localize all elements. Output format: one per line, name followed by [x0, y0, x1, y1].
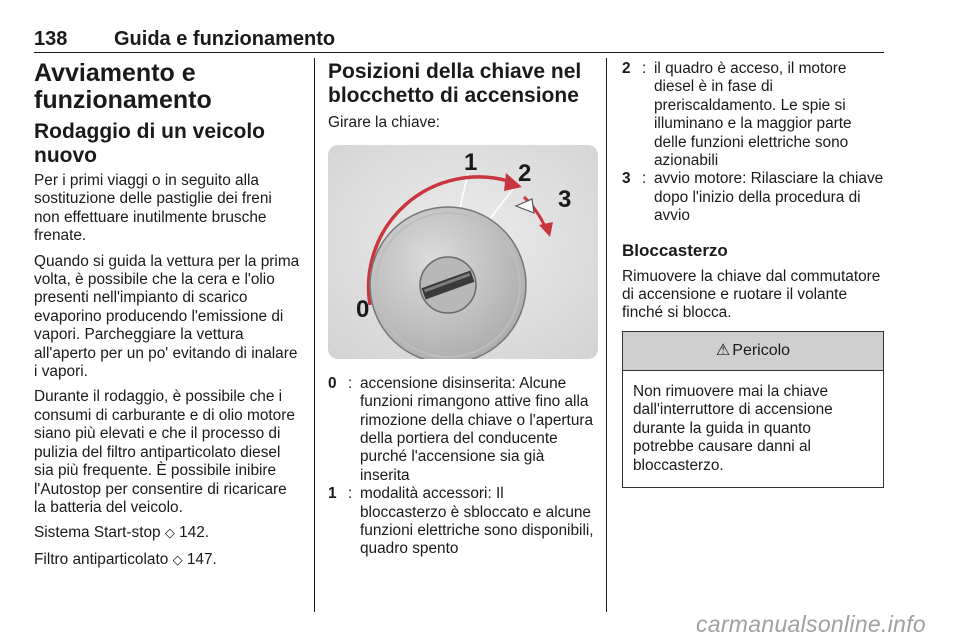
definition-item: 2 : il quadro è acceso, il motore diesel è in fase di preriscaldamento. Le spie si illuminano e la maggior parte delle funzioni elettriche sono azionabili [622, 60, 884, 170]
column-divider [314, 58, 315, 612]
position-label-0: 0 [356, 296, 370, 324]
middle-column [328, 60, 594, 559]
subsection-title: Posizioni della chiave nel blocchetto di accensione [328, 60, 582, 107]
left-column [34, 60, 300, 577]
ignition-key-figure [328, 145, 598, 359]
definition-key: 0 [328, 374, 337, 392]
danger-header [623, 332, 883, 371]
definition-key: 1 [328, 485, 337, 503]
position-label-3: 3 [558, 186, 572, 214]
page-header [34, 28, 884, 53]
reference-page: 147. [186, 550, 217, 568]
chapter-title: Avviamento e funzionamento [34, 59, 212, 114]
page-ref-icon: ◇ [164, 526, 175, 542]
danger-notice [622, 331, 884, 488]
definition-key: 2 [622, 60, 631, 77]
danger-text: Non rimuovere mai la chiave dall'interruttore di accensione durante la guida in quanto potrebbe causare danni al bloccasterzo. [633, 382, 833, 474]
paragraph: Rimuovere la chiave dal commutatore di accensione e ruotare il volante finché si blocca. [622, 267, 881, 322]
right-column [622, 60, 884, 488]
definition-item: 3 : avvio motore: Rilasciare la chiave dopo l'inizio della procedura di avvio [622, 170, 884, 225]
subsection-heading: Bloccasterzo [622, 240, 728, 260]
watermark: carmanualsonline.info [695, 611, 926, 637]
position-label-2: 2 [518, 160, 532, 188]
definition-item: 1 : modalità accessori: Il bloccasterzo è sbloccato e alcune funzioni elettriche sono disponibili, quadro spento [328, 485, 594, 558]
column-divider [606, 58, 607, 612]
definition-text: avvio motore: Rilasciare la chiave dopo l'inizio della procedura di avvio [654, 170, 884, 225]
definition-item: 0 : accensione disinserita: Alcune funzioni rimangono attive fino alla rimozione della chiave o l'apertura della portiera del conducente purché l'accensione sia già inserita [328, 374, 594, 484]
section-title: Guida e funzionamento [114, 28, 336, 50]
page-number: 138 [34, 28, 68, 50]
intro-text: Girare la chiave: [328, 114, 441, 131]
paragraph: Quando si guida la vettura per la prima volta, è possibile che la cera e l'olio presenti nell'impianto di scarico evaporino producendo l'emissione di vapori. Parcheggiare la vettura all'aperto per un po' evitando di inalare i vapori. [34, 252, 300, 381]
reference-label: Filtro antiparticolato [34, 550, 169, 568]
reference-label: Sistema Start-stop [34, 524, 161, 542]
danger-title: Pericolo [732, 341, 791, 359]
page-ref-icon: ◇ [172, 552, 183, 568]
warning-icon: ⚠ [715, 341, 731, 359]
position-label-1: 1 [464, 149, 478, 177]
cross-reference[interactable] [34, 551, 300, 570]
paragraph: Durante il rodaggio, è possibile che i consumi di carburante e di olio motore siano più elevati e che il processo di pulizia del filtro antiparticolato diesel sia più frequente. È possibile inibire l'Autostop per consentire di ricaricare la batteria del veicolo. [34, 388, 295, 516]
reference-page: 142. [179, 524, 210, 542]
definition-key: 3 [622, 170, 631, 188]
subsection-title: Rodaggio di un veicolo nuovo [34, 120, 265, 167]
cross-reference[interactable] [34, 524, 300, 543]
paragraph: Per i primi viaggi o in seguito alla sostituzione delle pastiglie dei freni non effettuare inutilmente brusche frenate. [34, 172, 272, 245]
definition-text: il quadro è acceso, il motore diesel è in fase di preriscaldamento. Le spie si illuminano e la maggior parte delle funzioni elettriche sono azionabili [654, 60, 852, 170]
definition-text: accensione disinserita: Alcune funzioni rimangono attive fino alla rimozione della chiave o l'apertura della portiera del conducente purché l'accensione sia già inserita [360, 374, 594, 484]
definition-text: modalità accessori: Il bloccasterzo è sbloccato e alcune funzioni elettriche sono disponibili, quadro spento [360, 485, 594, 558]
